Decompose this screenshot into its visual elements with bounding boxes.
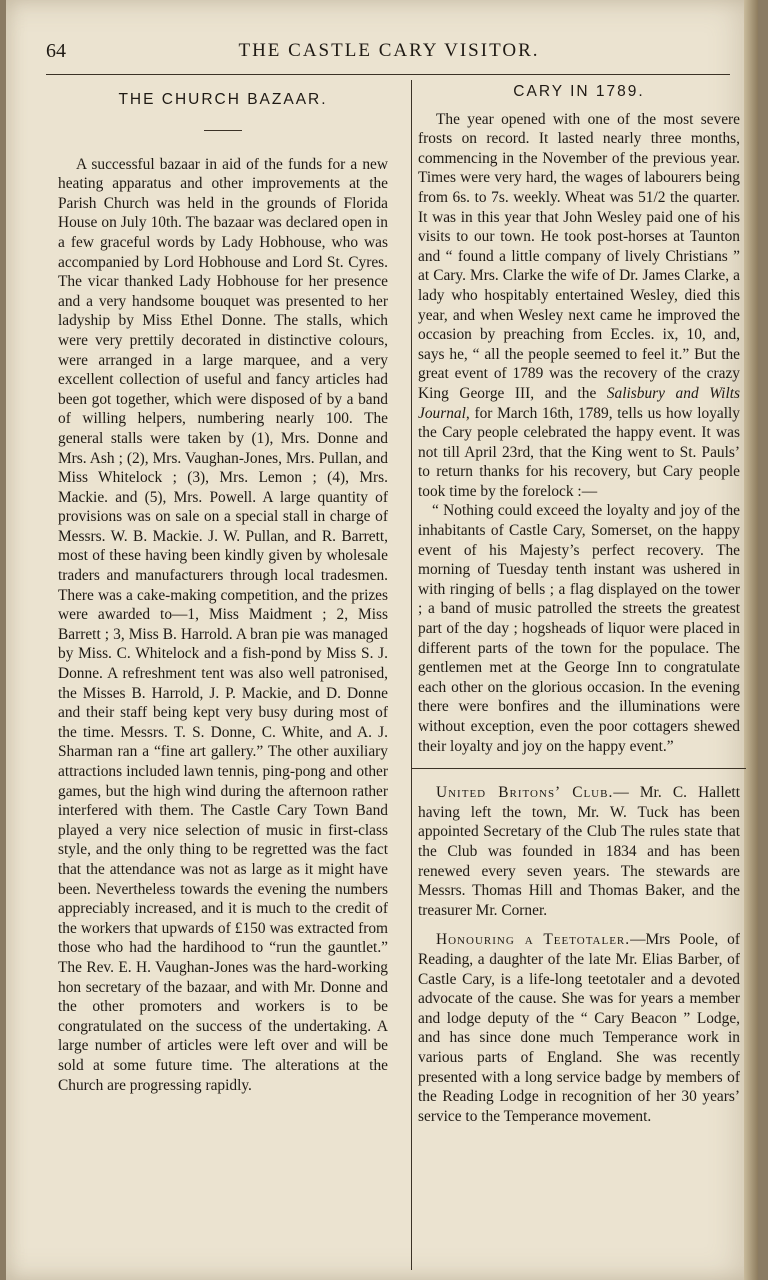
title-rule [204,130,242,131]
paragraph-gap [418,920,740,930]
running-head [46,36,732,70]
club-text: — Mr. C. Hallett having left the town, Mr. W. Tuck has been appointed Secretary of the Club The rules state that the Club was founded in 1834 and has been renewed every seven years. The stewards are Messrs. Thomas Hill and Thomas Baker, and the treasurer Mr. Corner. [418,784,740,919]
header-rule [46,74,730,75]
journal-name: Salisbury and Wilts Journal, [418,384,740,422]
club-paragraph [418,783,740,920]
cary-1789-text-a: The year opened with one of the most severe frosts on record. It lasted nearly three months, commencing in the November of the previous year. Times were very hard, the wages of labourers being from 6s. to 7s. weekly. Wheat was 51/2 the quarter. It was in this year that John Wesley paid one of his visits to our town. He took post-horses at Taunton and “ found a little company of lively Christians ” at Cary. Mrs. Clarke the wife of Dr. James Clarke, a lady who hospitably entertained Wesley, died this year, and when Wesley next came he improved the occasion by preaching from Eccles. ix, 10, and, says he, “ all the people seemed to feel it.” But the great event of 1789 was the recovery of the crazy King George III, and the [418,110,740,402]
church-bazaar-article: A successful bazaar in aid of the funds for a new heating apparatus and other improvements at the Parish Church was held in the grounds of Florida House on July 10th. The bazaar was declared open in a few graceful words by Lady Hobhouse, who was accompanied by Lord Hobhouse and Lord St. Cyres. The vicar thanked Lady Hobhouse for her presence and a very handsome bouquet was presented to her ladyship by Miss Ethel Donne. The stalls, which were very prettily decorated in distinctive colours, were arranged in a large marquee, and a very excellent collection of useful and fancy articles had been got together, which were disposed of by a band of willing helpers, numbering nearly 100. The general stalls were taken by (1), Mrs. Donne and Mrs. Ash ; (2), Mrs. Vaughan-Jones, Mrs. Pullan, and Miss Whitelock ; (3), Mrs. Lemon ; (4), Mrs. Mackie. and (5), Mrs. Powell. A large quantity of provisions was on sale on a special stall in charge of Messrs. W. B. Mackie. J. W. Pullan, and R. Barrett, most of these having been kindly given by wholesale traders and manufacturers through local tradesmen. There was a cake-making competition, and the prizes were awarded to—1, Miss Maidment ; 2, Miss Barrett ; 3, Miss B. Harrold. A bran pie was managed by Miss. C. Whitelock and a fish-pond by Miss S. J. Donne. A refreshment tent was also well patronised, the Misses B. Harrold, J. P. Mackie, and D. Donne and their staff being kept very busy during most of the time. Messrs. T. S. Donne, C. White, and A. J. Sharman ran a “fine art gallery.” The other auxiliary attractions included lawn tennis, ping-pong and other games, but the high wind during the afternoon rather interfered with them. The Castle Cary Town Band played a very nice selection of music in first-class style, and the only thing to be regretted was the fact that the attendance was not as large as it might have been. Nevertheless towards the evening the numbers appreciably increased, and it is much to the credit of the workers that upwards of £150 was extracted from those who had the hardihood to “run the gauntlet.” The Rev. E. H. Vaughan-Jones was the hard-working hon secretary of the bazaar, and with Mr. Donne and the other promoters and workers is to be congratulated on the success of the undertaking. A large number of articles were left over and will be sold at some future time. The alterations at the Church are progressing rapidly. [58,155,388,1094]
teetotaler-title: Honouring a Teetotaler. [436,931,631,949]
page-spine-shadow [744,0,758,1280]
teetotaler-text: —Mrs Poole, of Reading, a daughter of the late Mr. Elias Barber, of Castle Cary, is a life-long teetotaler and a devoted advocate of the cause. She was for years a member and lodge deputy of the “ Cary Beacon ” Lodge, and has since done much Temperance work in various parts of England. She was recently presented with a long service badge by members of the Reading Lodge in recognition of her 30 years’ service to the Temperance movement. [418,931,740,1125]
cary-1789-title: CARY IN 1789. [513,83,645,100]
cary-1789-text-b: for March 16th, 1789, tells us how loyally the Cary people celebrated the happy event. It was not till April 23rd, that the King went to St. Pauls’ to return thanks for his recovery, but Cary people took time by the forelock :— [418,404,740,500]
church-bazaar-title: THE CHURCH BAZAAR. [118,91,328,108]
magazine-page [6,0,758,1280]
right-column [418,80,740,1126]
left-column [58,90,388,1095]
cary-1789-paragraph [418,110,740,502]
section-rule [412,768,746,769]
journal-title: THE CASTLE CARY VISITOR. [238,40,540,61]
club-title: United Britons’ Club. [436,784,614,802]
teetotaler-paragraph [418,930,740,1126]
page-number: 64 [46,40,66,62]
column-rule [411,80,412,1270]
cary-1789-quote: “ Nothing could exceed the loyalty and joy of the inhabitants of Castle Cary, Somerset, on the happy event of his Majesty’s perfect recovery. The morning of Tuesday tenth instant was ushered in with ringing of bells ; a flag displayed on the tower ; a band of music patrolled the streets the greatest part of the day ; hogsheads of liquor were placed in different parts of the town for the populace. The gentlemen met at the George Inn to congratulate each other on the glorious occasion. In the evening there were bonfires and the illuminations were without exception, even the poor cottagers shewed their loyalty and joy on the happy event.” [418,502,740,755]
